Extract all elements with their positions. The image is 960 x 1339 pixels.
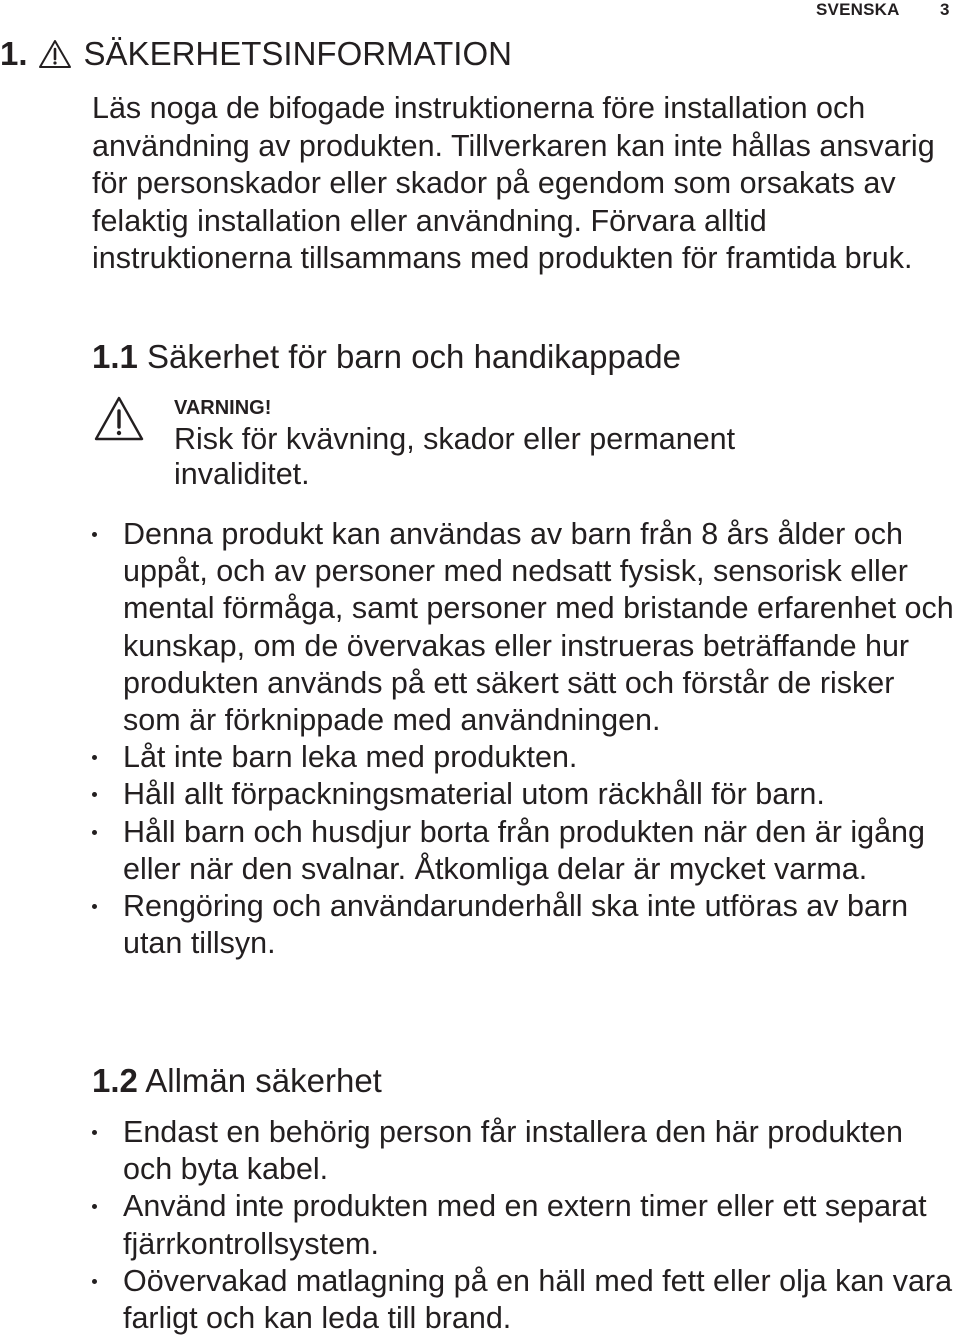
warning-triangle-icon (38, 39, 72, 69)
section-number: 1.1 (92, 338, 138, 375)
chapter-heading (0, 34, 512, 74)
bullet-icon (92, 1204, 97, 1209)
page-number: 3 (940, 0, 950, 19)
bullet-icon (92, 792, 97, 797)
bullet-icon (92, 1130, 97, 1135)
list-item: Låt inte barn leka med produkten. (92, 739, 958, 776)
list-item: Oövervakad matlagning på en häll med fett eller olja kan vara farligt och kan leda till brand. (92, 1263, 958, 1337)
bullet-icon (92, 532, 97, 537)
section-title: Allmän säkerhet (145, 1062, 382, 1099)
bullet-icon (92, 1279, 97, 1284)
list-item: Håll barn och husdjur borta från produkten när den är igång eller när den svalnar. Åtkomliga delar är mycket varma. (92, 814, 958, 888)
section-number: 1.2 (92, 1062, 138, 1099)
list-item: Använd inte produkten med en extern timer eller ett separat fjärrkontrollsystem. (92, 1188, 958, 1262)
section-title: Säkerhet för barn och handikappade (147, 338, 681, 375)
warning-text: Risk för kvävning, skador eller permanent invaliditet. (174, 422, 736, 491)
bullet-list-children-safety (92, 516, 958, 962)
section-heading-1-1 (92, 337, 681, 377)
bullet-icon (92, 904, 97, 909)
bullet-list-general-safety (92, 1114, 958, 1337)
chapter-number: 1. (0, 35, 28, 72)
list-item: Denna produkt kan användas av barn från 8 års ålder och uppåt, och av personer med nedsatt fysisk, sensorisk eller mental förmåga, samt personer med bristande erfarenhet och kunskap, om de övervakas eller instrueras beträffande hur produkten används på ett säkert sätt och förstår de risker som är förknippade med användningen. (92, 516, 958, 739)
warning-block (92, 394, 952, 494)
list-item: Håll allt förpackningsmaterial utom räckhåll för barn. (92, 776, 958, 813)
bullet-icon (92, 830, 97, 835)
list-item: Endast en behörig person får installera den här produkten och byta kabel. (92, 1114, 958, 1188)
bullet-icon (92, 755, 97, 760)
running-header-language: SVENSKA (816, 0, 900, 19)
warning-triangle-icon (94, 396, 144, 441)
section-heading-1-2 (92, 1061, 382, 1101)
list-item: Rengöring och användarunderhåll ska inte utföras av barn utan tillsyn. (92, 888, 958, 962)
chapter-intro (92, 90, 952, 278)
intro-paragraph: Läs noga de bifogade instruktionerna före installation och användning av produkten. Tillverkaren kan inte hållas ansvarig för personskador eller skador på egendom som orsakats av felaktig installation eller användning. Förvara alltid instruktionerna tillsammans med produkten för framtida bruk. (92, 91, 935, 275)
chapter-title: SÄKERHETSINFORMATION (83, 35, 512, 72)
warning-title: VARNING! (174, 397, 272, 419)
